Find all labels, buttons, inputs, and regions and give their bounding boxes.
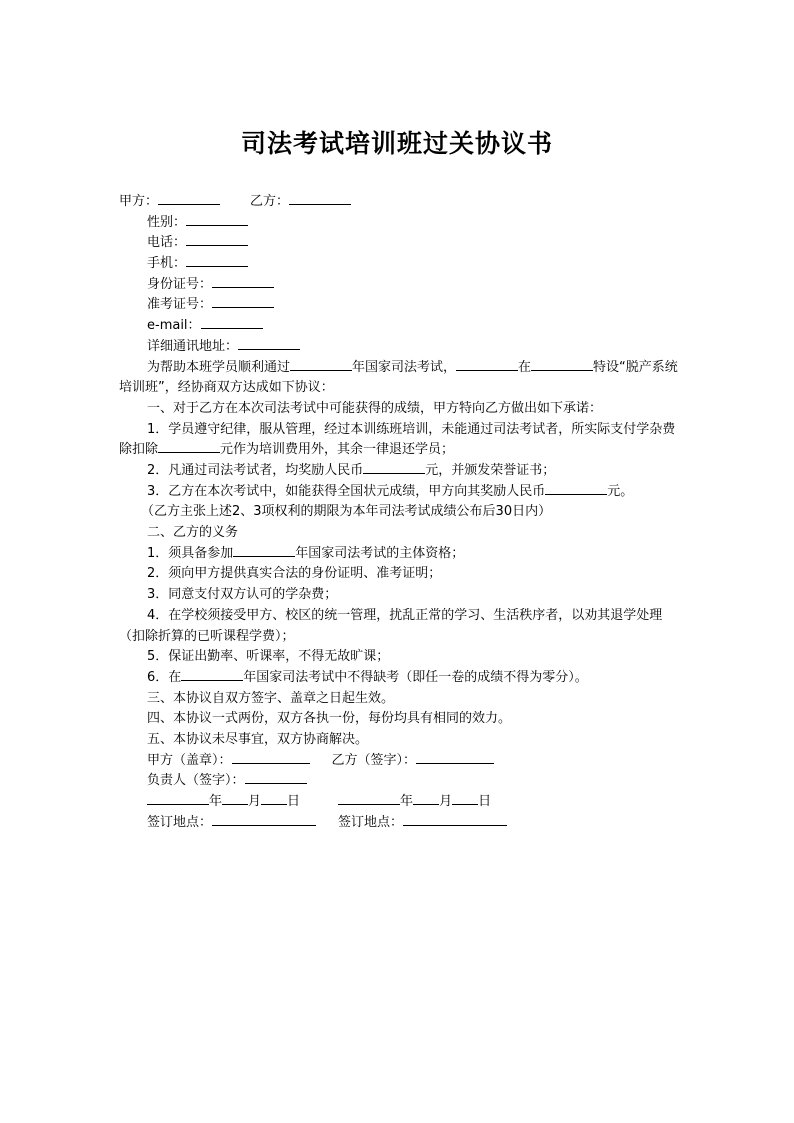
section1-item1-text-b: 元作为培训费用外，其余一律退还学员； [220,442,455,458]
phone-blank [186,233,248,246]
exam-number-line [119,295,679,316]
section1-note: （乙方主张上述2、3项权利的期限为本年司法考试成绩公布后30日内） [141,504,552,520]
gender-line [119,213,679,234]
party-a-month-blank [222,792,248,805]
section1-item1 [119,420,679,461]
section2-item5: 5．保证出勤率、听课率，不得无故旷课； [147,649,390,665]
intro-text-4: 特设“脱产系统培训班”，经协商双方达成如下协议： [119,359,678,396]
mobile-label: 手机： [147,256,187,272]
party-b-place-label: 签订地点： [338,814,404,830]
section1-item2-text-a: 2．凡通过司法考试者，均奖励人民币 [147,463,364,478]
gender-blank [186,213,248,226]
party-b-sign-blank [416,751,494,764]
party-b-label: 乙方： [250,194,290,209]
responsible-line [119,771,679,792]
address-blank [238,337,300,350]
phone-label: 电话： [147,235,187,251]
party-a-seal-label: 甲方（盖章）： [147,752,232,768]
exam-year-blank [181,668,243,681]
party-b-day-label: 日 [478,794,492,810]
section3: 三、本协议自双方签字、盖章之日起生效。 [147,690,395,706]
exam-number-label: 准考证号： [147,297,213,313]
section1-item1-text-a: 1．学员遵守纪律，服从管理，经过本训练班培训，未能通过司法考试者，所实际支付学杂费除扣除 [119,421,676,458]
responsible-label: 负责人（签字）： [147,773,245,789]
party-b-sign-label: 乙方（签字）： [331,752,417,768]
email-blank [201,316,263,329]
document-body [119,192,679,833]
party-a-place-blank [212,813,316,826]
intro-year-blank [290,358,352,371]
section2-item2: 2．须向甲方提供真实合法的身份证明、准考证明； [147,566,442,582]
document-title: 司法考试培训班过关协议书 [240,129,553,158]
intro-place-blank [531,358,593,371]
mobile-blank [186,254,248,267]
exam-number-blank [212,295,274,308]
section2-item3: 3．同意支付双方认可的学杂费； [147,587,338,603]
email-line [119,316,679,337]
section2-item1-text-a: 1．须具备参加 [147,545,234,561]
section2-item6-text-a: 6．在 [147,669,182,685]
id-number-line [119,275,679,296]
party-a-label: 甲方： [119,194,159,209]
parties-line [119,192,679,213]
party-a-blank [158,192,220,205]
signature-line [119,751,679,772]
top-reward-blank [545,482,607,495]
section2-item4: 4．在学校须接受甲方、校区的统一管理，扰乱正常的学习、生活秩序者，以劝其退学处理（扣除折算的已听课程学费）； [119,607,663,644]
phone-line [119,233,679,254]
section1-heading: 一、对于乙方在本次司法考试中可能获得的成绩，甲方特向乙方做出如下承诺： [147,400,603,416]
email-label: e-mail： [147,318,201,334]
section5: 五、本协议未尽事宜，双方协商解决。 [147,731,369,747]
party-b-month-blank [413,792,439,805]
section1-item2 [119,461,679,482]
responsible-blank [245,771,307,784]
section1-item3-text-a: 3．乙方在本次考试中，如能获得全国状元成绩，甲方向其奖励人民币 [147,483,546,499]
date-line [119,792,679,813]
party-b-blank [289,192,351,205]
party-b-year-blank [338,792,400,805]
section2-heading: 二、乙方的义务 [147,525,239,541]
gender-label: 性别： [147,214,187,230]
address-line [119,337,679,358]
party-b-month-label: 月 [439,794,453,810]
section4: 四、本协议一式两份，双方各执一份，每份均具有相同的效力。 [147,711,512,727]
party-a-day-blank [261,792,287,805]
training-fee-blank [158,440,220,453]
address-label: 详细通讯地址： [147,338,239,354]
party-a-place-label: 签订地点： [147,814,213,830]
section2-item1-text-b: 年国家司法考试的主体资格； [295,545,465,561]
party-a-day-label: 日 [287,794,301,810]
party-a-seal-blank [232,751,310,764]
party-a-month-label: 月 [248,794,262,810]
party-b-place-blank [403,813,507,826]
section1-item2-text-b: 元，并颁发荣誉证书； [425,463,556,478]
section2-item6-text-b: 年国家司法考试中不得缺考（即任一卷的成绩不得为零分）。 [243,669,588,685]
intro-org-blank [456,358,518,371]
intro-text-1: 为帮助本班学员顺利通过 [147,359,291,375]
qualification-year-blank [233,544,295,557]
section1-item3-text-b: 元。 [607,483,634,499]
mobile-line [119,254,679,275]
intro-text-3: 在 [518,359,532,375]
party-b-day-blank [452,792,478,805]
party-b-year-label: 年 [400,794,414,810]
section2-item1 [119,544,679,565]
intro-text-2: 年国家司法考试， [352,359,457,375]
id-number-blank [212,275,274,288]
place-line [119,813,679,834]
party-a-year-blank [147,792,209,805]
section1-item3 [119,482,679,503]
intro-paragraph [119,358,679,399]
id-number-label: 身份证号： [147,276,213,292]
pass-reward-blank [363,461,425,474]
party-a-year-label: 年 [209,794,223,810]
section2-item6 [119,668,679,689]
